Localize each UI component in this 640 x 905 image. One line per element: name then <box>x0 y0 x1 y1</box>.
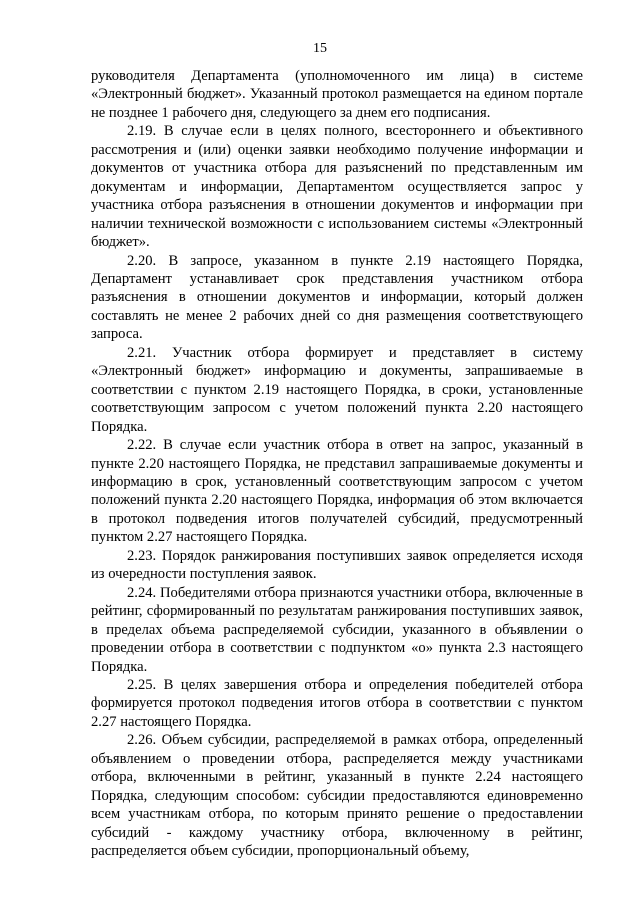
paragraph-continuation: руководителя Департамента (уполномоченного им лица) в системе «Электронный бюджет». Указанный протокол размещается на едином портале не позднее 1 рабочего дня, следующего за днем его подписания. <box>91 68 583 121</box>
paragraph-2-19: 2.19. В случае если в целях полного, всестороннего и объективного рассмотрения и (или) оценки заявки необходимо получение информации и документов от участника отбора для разъяснений по представленным им документам и информации, Департаментом осуществляется запрос у участника отбора разъяснения в отношении документов и информации при наличии технической возможности с использованием системы «Электронный бюджет». <box>91 123 583 251</box>
page-number: 15 <box>313 41 327 56</box>
paragraph-2-22: 2.22. В случае если участник отбора в ответ на запрос, указанный в пункте 2.20 настоящего Порядка, не представил запрашиваемые документы и информацию в срок, установленный соответствующим запросом с учетом положений пункта 2.20 настоящего Порядка, информация об этом включается в протокол подведения итогов получателей субсидий, предусмотренный пунктом 2.27 настоящего Порядка. <box>91 437 583 546</box>
paragraph-2-20: 2.20. В запросе, указанном в пункте 2.19 настоящего Порядка, Департамент устанавливает срок представления участником отбора разъяснения в отношении документов и информации, который должен составлять не менее 2 рабочих дней со дня размещения соответствующего запроса. <box>91 252 583 343</box>
paragraph-2-24: 2.24. Победителями отбора признаются участники отбора, включенные в рейтинг, сформированный по результатам ранжирования поступивших заявок, в пределах объема распределяемой субсидии, указанного в объявлении о проведении отбора в соответствии с подпунктом «о» пункта 2.3 настоящего Порядка. <box>91 584 583 675</box>
paragraph-2-26: 2.26. Объем субсидии, распределяемой в рамках отбора, определенный объявлением о проведении отбора, распределяется между участниками отбора, включенными в рейтинг, указанный в пункте 2.24 настоящего Порядка, следующим способом: субсидии предоставляются единовременно всем участникам отбора, по которым принято решение о предоставлении субсидий - каждому участнику отбора, включенному в рейтинг, распределяется объем субсидии, пропорциональный объему, <box>91 732 583 860</box>
paragraph-2-21: 2.21. Участник отбора формирует и представляет в систему «Электронный бюджет» информацию и документы, запрашиваемые в соответствии с пунктом 2.19 настоящего Порядка, в сроки, установленные соответствующим запросом с учетом положений пункта 2.20 настоящего Порядка. <box>91 344 583 435</box>
paragraph-2-25: 2.25. В целях завершения отбора и определения победителей отбора формируется протокол подведения итогов отбора в соответствии с пунктом 2.27 настоящего Порядка. <box>91 676 583 730</box>
paragraph-2-23: 2.23. Порядок ранжирования поступивших заявок определяется исходя из очередности поступления заявок. <box>91 547 583 583</box>
document-body <box>91 67 583 860</box>
